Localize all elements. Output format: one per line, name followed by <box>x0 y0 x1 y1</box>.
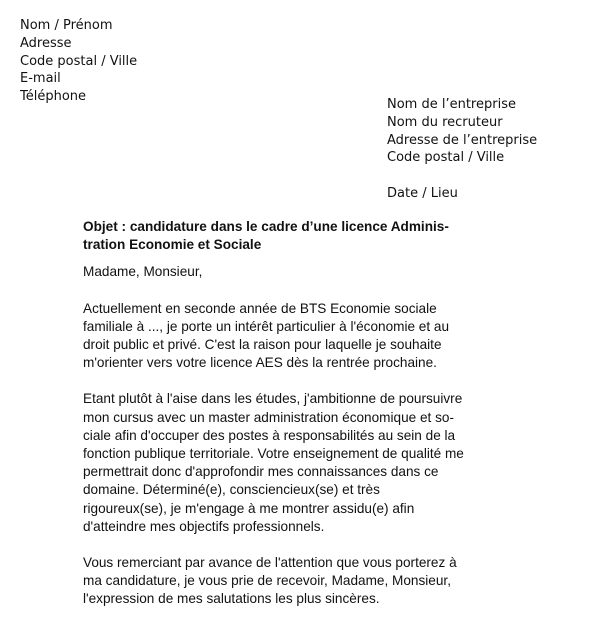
paragraph-line: Vous remerciant par avance de l'attention que vous porterez à <box>83 555 457 571</box>
paragraph-line: ciale afin d'occuper des postes à responsabilités au sein de la <box>83 427 456 443</box>
paragraph-line: permettrait donc d'approfondir mes connaissances dans ce <box>83 464 439 480</box>
recipient-block <box>387 96 537 203</box>
paragraph-line: familiale à ..., je porte un intérêt particulier à l'économie et au <box>83 318 450 334</box>
paragraph-1 <box>83 300 513 373</box>
paragraph-line: domaine. Déterminé(e), consciencieux(se) et très <box>83 482 380 498</box>
recipient-company: Nom de l’entreprise <box>387 97 516 112</box>
paragraph-line: mon cursus avec un master administration économique et so- <box>83 409 454 425</box>
date-place: Date / Lieu <box>387 186 458 202</box>
paragraph-line: droit public et privé. C'est la raison pour laquelle je souhaite <box>83 337 442 353</box>
subject-line-1: Objet : candidature dans le cadre d’une licence Adminis- <box>83 219 449 234</box>
paragraph-line: Etant plutôt à l'aise dans les études, j'ambitionne de poursuivre <box>83 391 463 407</box>
subject-line <box>83 218 513 254</box>
greeting: Madame, Monsieur, <box>83 264 203 280</box>
paragraph-line: Actuellement en seconde année de BTS Economie sociale <box>83 300 437 316</box>
recipient-postal-city: Code postal / Ville <box>387 150 505 166</box>
sender-block <box>20 17 137 106</box>
paragraph-line: d'atteindre mes objectifs professionnels. <box>83 518 325 534</box>
sender-email: E-mail <box>20 71 61 87</box>
sender-phone: Téléphone <box>20 89 87 105</box>
paragraph-line: fonction publique territoriale. Votre enseignement de qualité me <box>83 446 464 462</box>
paragraph-line: ma candidature, je vous prie de recevoir, Madame, Monsieur, <box>83 573 451 589</box>
recipient-address: Adresse de l’entreprise <box>387 132 538 148</box>
sender-address: Adresse <box>20 35 72 51</box>
paragraph-line: m'orienter vers votre licence AES dès la rentrée prochaine. <box>83 355 437 371</box>
letter-body <box>83 218 513 609</box>
paragraph-line: rigoureux(se), je m'engage à me montrer assidu(e) afin <box>83 500 415 516</box>
paragraph-line: l'expression de mes salutations les plus sincères. <box>83 591 380 607</box>
subject-line-2: tration Economie et Sociale <box>83 237 262 253</box>
recipient-recruiter: Nom du recruteur <box>387 114 503 130</box>
sender-postal-city: Code postal / Ville <box>20 53 138 69</box>
paragraph-2 <box>83 390 513 536</box>
paragraph-3 <box>83 554 513 609</box>
sender-name: Nom / Prénom <box>20 18 113 33</box>
